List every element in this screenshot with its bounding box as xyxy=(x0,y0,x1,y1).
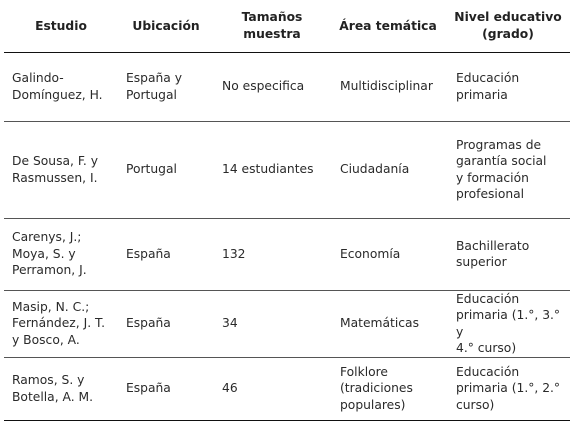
table-row xyxy=(4,218,570,290)
cell-muestra: 34 xyxy=(222,316,238,331)
cell-area: Folklore (tradiciones populares) xyxy=(340,364,413,412)
cell-estudio: Carenys, J.; Moya, S. y Perramon, J. xyxy=(12,230,87,278)
studies-table xyxy=(4,0,570,421)
cell-nivel: Educación primaria (1.°, 2.° curso) xyxy=(456,364,561,412)
header-area-tematica: Área temática xyxy=(339,18,437,33)
cell-ubicacion: España xyxy=(126,381,171,396)
cell-estudio: Masip, N. C.; Fernández, J. T. y Bosco, A. xyxy=(12,299,105,347)
cell-area: Matemáticas xyxy=(340,316,419,331)
cell-estudio: Galindo- Domínguez, H. xyxy=(12,71,103,102)
table-body xyxy=(4,52,570,420)
cell-ubicacion: España xyxy=(126,246,171,261)
header-row xyxy=(4,0,570,52)
cell-muestra: 132 xyxy=(222,246,246,261)
cell-muestra: 14 estudiantes xyxy=(222,162,314,177)
header-tamanos-muestra: Tamaños muestra xyxy=(241,10,303,41)
header-nivel-educativo: Nivel educativo (grado) xyxy=(454,10,562,41)
table-row xyxy=(4,121,570,218)
cell-area: Ciudadanía xyxy=(340,162,410,177)
table-row xyxy=(4,290,570,357)
cell-muestra: 46 xyxy=(222,381,238,396)
cell-nivel: Programas de garantía social y formación profesional xyxy=(456,137,547,201)
cell-estudio: Ramos, S. y Botella, A. M. xyxy=(12,373,94,404)
cell-muestra: No especifica xyxy=(222,79,305,94)
cell-nivel: Educación primaria (1.°, 3.° y 4.° curso) xyxy=(456,291,561,355)
table-header xyxy=(4,0,570,52)
cell-ubicacion: Portugal xyxy=(126,162,177,177)
cell-estudio: De Sousa, F. y Rasmussen, I. xyxy=(12,154,99,185)
table-row xyxy=(4,52,570,121)
cell-area: Economía xyxy=(340,246,401,261)
cell-nivel: Educación primaria xyxy=(456,71,520,102)
cell-ubicacion: España xyxy=(126,316,171,331)
cell-ubicacion: España y Portugal xyxy=(126,71,183,102)
header-estudio: Estudio xyxy=(35,18,87,33)
table-row xyxy=(4,357,570,420)
cell-area: Multidisciplinar xyxy=(340,79,433,94)
header-ubicacion: Ubicación xyxy=(132,18,200,33)
cell-nivel: Bachillerato superior xyxy=(456,238,530,269)
